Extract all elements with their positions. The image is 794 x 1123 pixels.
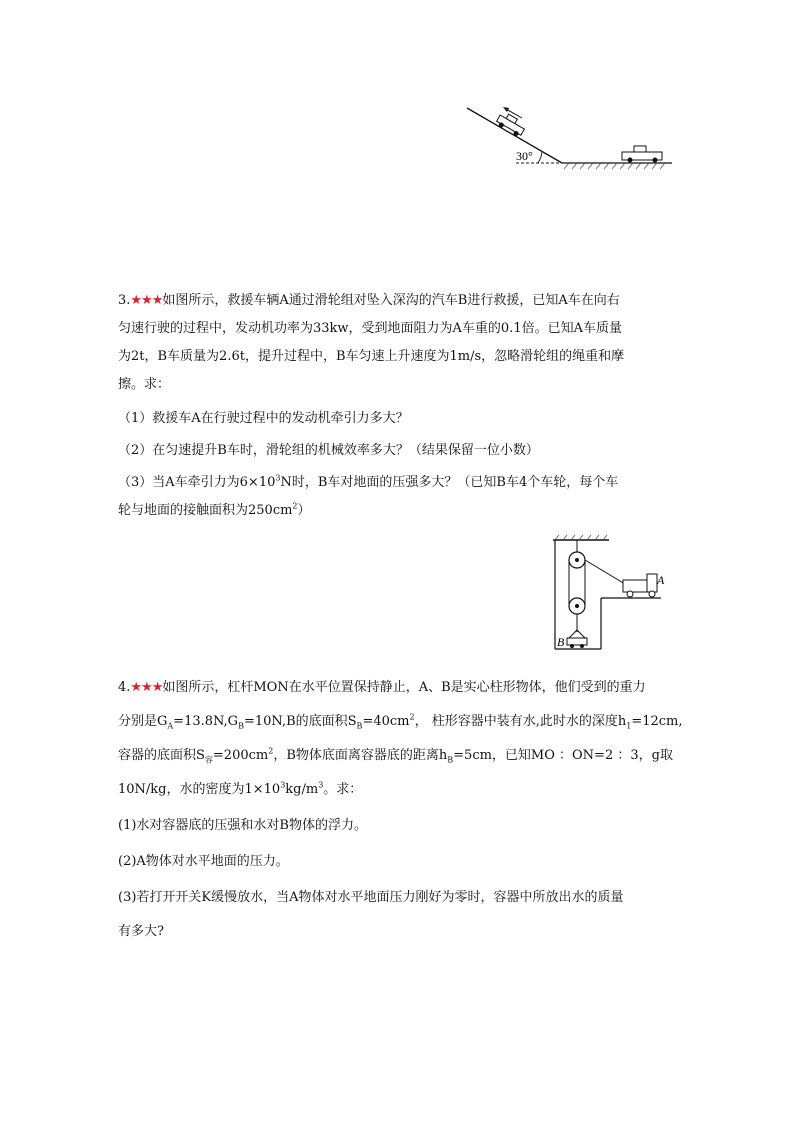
q4-line4: 10N/kg，水的密度为$1\times 10^3kg/m^3$。求： [118,780,363,797]
q3-line2: 匀速行驶的过程中，发动机功率为33kw，受到地面阻力为A车重的0.1倍。已知A车质量 [118,321,622,336]
q4-subquestion-1: (1)水对容器底的压强和水对B物体的浮力。 [118,818,367,833]
q3-line3: 为2t，B车质量为2.6t，提升过程中，B车匀速上升速度为1m/s，忽略滑轮组的绳重和摩 [118,349,625,364]
q3-line4: 擦。求： [118,377,171,392]
truck-A [623,574,657,597]
question-number: 3. [118,293,131,308]
q4-subquestion-3: (3)若打开开关K缓慢放水，当A物体对水平地面压力刚好为零时，容器中所放出水的质量 [118,890,624,905]
tow-truck [622,146,662,163]
question-4 [118,674,683,946]
q3-subquestion-1: （1）救援车A在行驶过程中的发动机牵引力多大？ [118,411,409,426]
q3-subquestion-3-cont: 轮与地面的接触面积为$250cm^2$） [118,501,311,518]
q4-line2: 分别是$G_A=13.8N,G_B=10N,B$的底面积$S_B=40cm^2$， 柱形容器中装有水,此时水的深度$h_1=12cm$, [118,712,683,731]
label-B: B [557,635,565,649]
difficulty-stars-icon: ★★★ [130,680,163,695]
incline-figure [462,96,674,176]
q3-subquestion-3: （3）当A车牵引力为$6\times 10^3N$时，B车对地面的压强多大？（已知B车4个车轮，每个车 [118,473,619,490]
angle-label: 30° [516,149,533,163]
q3-line1: 如图所示，救援车辆A通过滑轮组对坠入深沟的汽车B进行救援，已知A车在向右 [162,293,620,308]
q4-line1: 如图所示，杠杆MON在水平位置保持静止，A、B是实心柱形物体，他们受到的重力 [162,680,646,695]
question-number: 4. [118,680,131,695]
difficulty-stars-icon: ★★★ [130,293,163,308]
q3-subquestion-2: （2）在匀速提升B车时，滑轮组的机械效率多大？（结果保留一位小数） [118,443,539,458]
q4-subquestion-2: (2)A物体对水平地面的压力。 [118,854,289,869]
q4-line3: 容器的底面积$S_容=200cm^2$，B物体底面离容器底的距离$h_B=5cm$，已知MO ：ON=2 ：3，g取 [118,746,673,765]
question-3 [118,287,680,525]
label-A: A [657,573,665,587]
pulley-figure [545,534,665,654]
arrow-icon [503,107,509,112]
q4-subquestion-3-cont: 有多大? [118,924,164,939]
